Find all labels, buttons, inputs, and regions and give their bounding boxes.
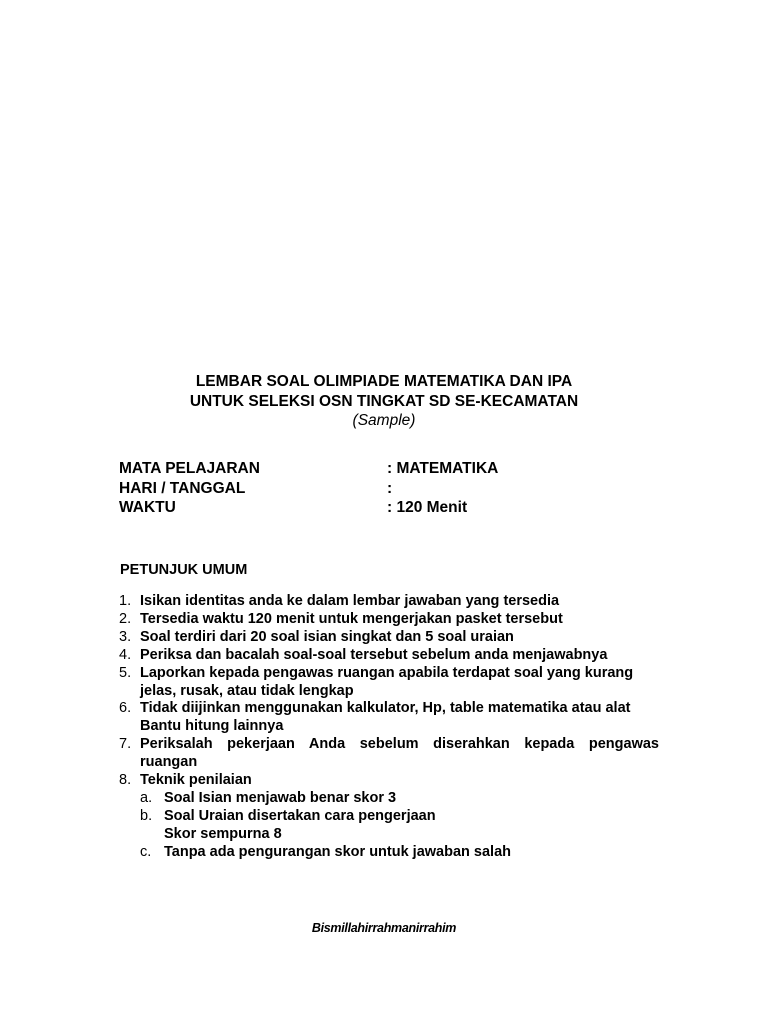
info-label: HARI / TANGGAL xyxy=(119,479,246,497)
sublist-letter: c. xyxy=(140,843,152,860)
instruction-list xyxy=(119,593,659,862)
list-text-continuation: jelas, rusak, atau tidak lengkap xyxy=(140,682,354,699)
list-text: Soal terdiri dari 20 soal isian singkat dan 5 soal uraian xyxy=(140,628,514,645)
footer-note: Bismillahirrahmanirrahim xyxy=(311,921,457,935)
info-value: : 120 Menit xyxy=(387,499,468,516)
list-text-block xyxy=(140,700,659,736)
list-number: 8. xyxy=(119,772,132,789)
list-text: Tidak diijinkan menggunakan kalkulator, Hp, table matematika atau alat xyxy=(140,700,631,717)
info-value: : xyxy=(387,479,393,497)
info-row-subject xyxy=(119,459,679,479)
list-text-block xyxy=(140,736,659,772)
document-title-line-1: LEMBAR SOAL OLIMPIADE MATEMATIKA DAN IPA xyxy=(195,373,573,390)
list-number: 5. xyxy=(119,664,132,681)
info-label: MATA PELAJARAN xyxy=(119,460,260,477)
list-number: 6. xyxy=(119,700,132,717)
list-text: Laporkan kepada pengawas ruangan apabila terdapat soal yang kurang xyxy=(140,664,634,681)
info-row-time xyxy=(119,498,679,518)
list-number: 1. xyxy=(119,593,132,609)
sublist-letter: b. xyxy=(140,807,153,824)
list-item xyxy=(119,700,659,736)
list-number: 4. xyxy=(119,646,132,663)
list-text: Teknik penilaian xyxy=(140,772,252,789)
list-item xyxy=(119,593,659,611)
list-text: Periksalah pekerjaan Anda sebelum diserahkan kepada pengawas xyxy=(140,736,659,753)
sublist-text: Soal Uraian disertakan cara pengerjaan xyxy=(164,807,436,824)
list-item xyxy=(119,772,659,790)
list-item xyxy=(119,611,659,629)
sublist-letter: a. xyxy=(140,789,153,806)
exam-info-block xyxy=(119,459,679,518)
sublist-item xyxy=(140,844,659,862)
document-subtitle: (Sample) xyxy=(352,412,416,429)
sublist-item xyxy=(140,808,659,826)
sublist-item xyxy=(140,790,659,808)
info-label: WAKTU xyxy=(119,499,176,516)
list-text: Periksa dan bacalah soal-soal tersebut sebelum anda menjawabnya xyxy=(140,646,608,663)
section-heading: PETUNJUK UMUM xyxy=(120,562,248,578)
list-number: 2. xyxy=(119,610,132,627)
list-number: 7. xyxy=(119,736,132,753)
list-item xyxy=(119,736,659,772)
sublist-text-continuation: Skor sempurna 8 xyxy=(164,825,282,842)
document-title-line-2: UNTUK SELEKSI OSN TINGKAT SD SE-KECAMATAN xyxy=(189,392,579,410)
scoring-sublist xyxy=(140,790,659,862)
sublist-text: Soal Isian menjawab benar skor 3 xyxy=(164,789,397,806)
info-row-date xyxy=(119,479,679,499)
list-text: Isikan identitas anda ke dalam lembar jawaban yang tersedia xyxy=(140,593,560,609)
list-item xyxy=(119,665,659,701)
list-text: Tersedia waktu 120 menit untuk mengerjakan pasket tersebut xyxy=(140,610,563,627)
list-number: 3. xyxy=(119,628,132,645)
list-text-block xyxy=(140,665,659,701)
list-text-continuation: Bantu hitung lainnya xyxy=(140,718,284,735)
title-block xyxy=(0,372,768,431)
info-value: : MATEMATIKA xyxy=(387,460,499,477)
list-item xyxy=(119,647,659,665)
list-text-continuation: ruangan xyxy=(140,754,198,771)
sublist-text: Tanpa ada pengurangan skor untuk jawaban salah xyxy=(164,843,512,860)
list-item xyxy=(119,629,659,647)
